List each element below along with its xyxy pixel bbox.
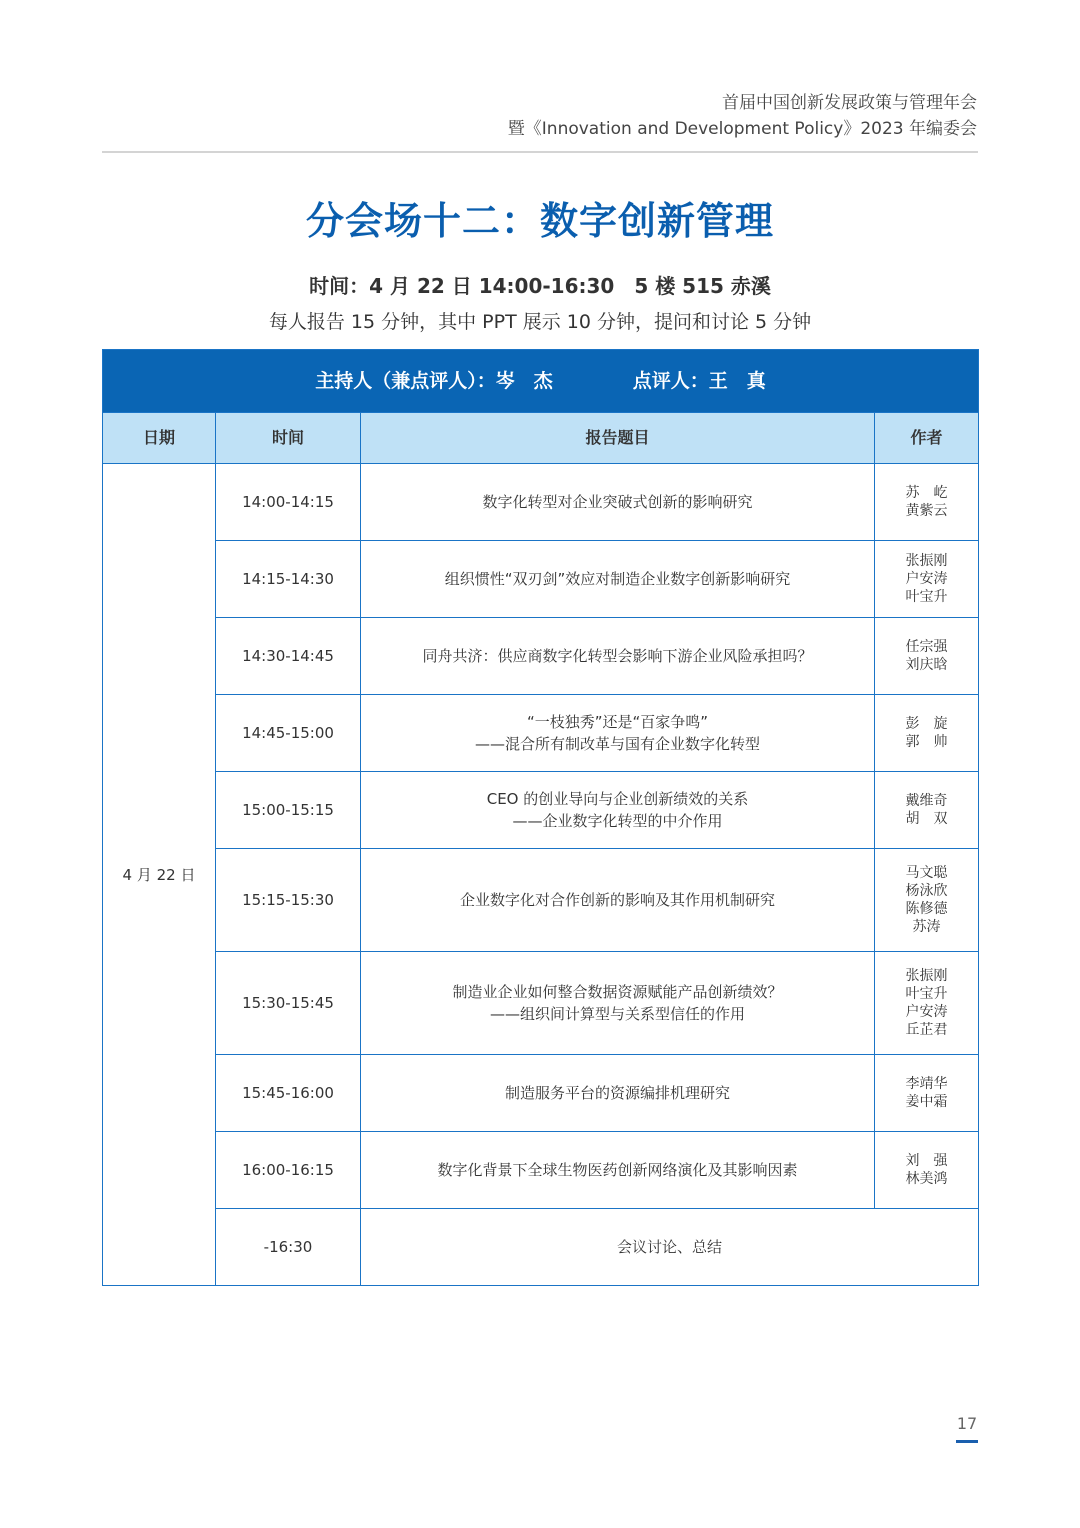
author-cell [875,772,979,849]
author-name: 李靖华 [905,1076,948,1092]
time-cell: 14:30-14:45 [216,618,361,695]
author-cell [875,952,979,1055]
author-name: 任宗强 [905,639,948,655]
table-row [103,1132,979,1209]
header-line-1: 首届中国创新发展政策与管理年会 [722,93,977,113]
host-row [103,350,979,413]
table-row [103,849,979,952]
time-cell: 16:00-16:15 [216,1132,361,1209]
author-cell [875,849,979,952]
report-title-cell [361,464,875,541]
column-header-title: 报告题目 [361,413,875,464]
report-title-line: 企业数字化对合作创新的影响及其作用机制研究 [459,891,775,909]
report-title-line: CEO 的创业导向与企业创新绩效的关系 [486,790,749,808]
table-row [103,952,979,1055]
author-name: 张振刚 [905,968,948,984]
author-name: 刘庆晗 [905,657,948,673]
author-name: 户安涛 [905,571,948,587]
table-row [103,541,979,618]
author-name: 郭 帅 [905,734,948,750]
page-number-bar [956,1440,978,1443]
closing-title-cell: 会议讨论、总结 [361,1209,979,1286]
author-name: 刘 强 [905,1153,948,1169]
time-cell: 15:15-15:30 [216,849,361,952]
author-cell [875,618,979,695]
reviewer-label: 点评人：王 真 [632,370,766,392]
closing-row [103,1209,979,1286]
author-name: 彭 旋 [905,716,948,732]
header-divider [102,151,978,153]
table-row [103,464,979,541]
report-title-line: 制造服务平台的资源编排机理研究 [504,1084,730,1102]
table-row [103,695,979,772]
session-time-location: 时间：4 月 22 日 14:00-16:30 5 楼 515 赤溪 [309,274,771,298]
report-title-line: ——组织间计算型与关系型信任的作用 [489,1005,745,1023]
time-cell: 14:15-14:30 [216,541,361,618]
session-rules: 每人报告 15 分钟，其中 PPT 展示 10 分钟，提问和讨论 5 分钟 [268,311,812,333]
running-header [508,90,977,142]
author-name: 马文聪 [905,865,948,881]
report-title-line: ——混合所有制改革与国有企业数字化转型 [474,735,760,753]
author-cell [875,1132,979,1209]
author-name: 戴维奇 [905,793,948,809]
closing-time-cell: -16:30 [216,1209,361,1286]
report-title-line: 数字化背景下全球生物医药创新网络演化及其影响因素 [437,1161,798,1179]
author-name: 苏涛 [912,919,941,935]
author-name: 苏 屹 [905,485,948,501]
time-cell: 15:00-15:15 [216,772,361,849]
author-name: 叶宝升 [905,589,948,605]
report-title-cell [361,1055,875,1132]
time-cell: 14:00-14:15 [216,464,361,541]
report-title-line: 制造业企业如何整合数据资源赋能产品创新绩效？ [452,983,783,1001]
schedule-table [102,349,979,1286]
report-title-cell [361,1132,875,1209]
author-name: 林美鸿 [905,1171,948,1187]
author-cell [875,1055,979,1132]
table-row [103,772,979,849]
report-title-line: 同舟共济：供应商数字化转型会影响下游企业风险承担吗？ [422,647,813,665]
author-name: 黄紫云 [905,503,948,519]
author-name: 姜中霜 [905,1094,948,1110]
report-title-cell [361,695,875,772]
report-title-line: 组织惯性“双刃剑”效应对制造企业数字创新影响研究 [444,570,791,588]
author-name: 杨泳欣 [905,883,948,899]
author-cell [875,695,979,772]
column-header-time: 时间 [216,413,361,464]
header-line-2: 暨《Innovation and Development Policy》2023 年编委会 [507,119,977,139]
report-title-line: 数字化转型对企业突破式创新的影响研究 [482,493,753,511]
author-name: 张振刚 [905,553,948,569]
host-band [103,350,979,413]
time-cell: 15:45-16:00 [216,1055,361,1132]
table-row [103,1055,979,1132]
time-cell: 14:45-15:00 [216,695,361,772]
report-title-cell [361,541,875,618]
report-title-cell [361,772,875,849]
time-cell: 15:30-15:45 [216,952,361,1055]
report-title-line: ——企业数字化转型的中介作用 [512,812,723,830]
author-name: 丘芷君 [905,1022,948,1038]
report-title-cell [361,618,875,695]
author-cell [875,541,979,618]
report-title-line: “一枝独秀”还是“百家争鸣” [526,713,709,731]
author-name: 叶宝升 [905,986,948,1002]
page-number: 17 [956,1414,978,1433]
column-header-row [103,413,979,464]
column-header-date: 日期 [103,413,216,464]
date-cell: 4 月 22 日 [103,464,216,1286]
author-cell [875,464,979,541]
column-header-author: 作者 [875,413,979,464]
report-title-cell [361,849,875,952]
page-title: 分会场十二：数字创新管理 [305,199,774,243]
table-row [103,618,979,695]
author-name: 胡 双 [905,811,948,827]
host-label: 主持人（兼点评人）：岑 杰 [315,370,553,392]
author-name: 户安涛 [905,1004,948,1020]
author-name: 陈修德 [905,901,948,917]
report-title-cell [361,952,875,1055]
